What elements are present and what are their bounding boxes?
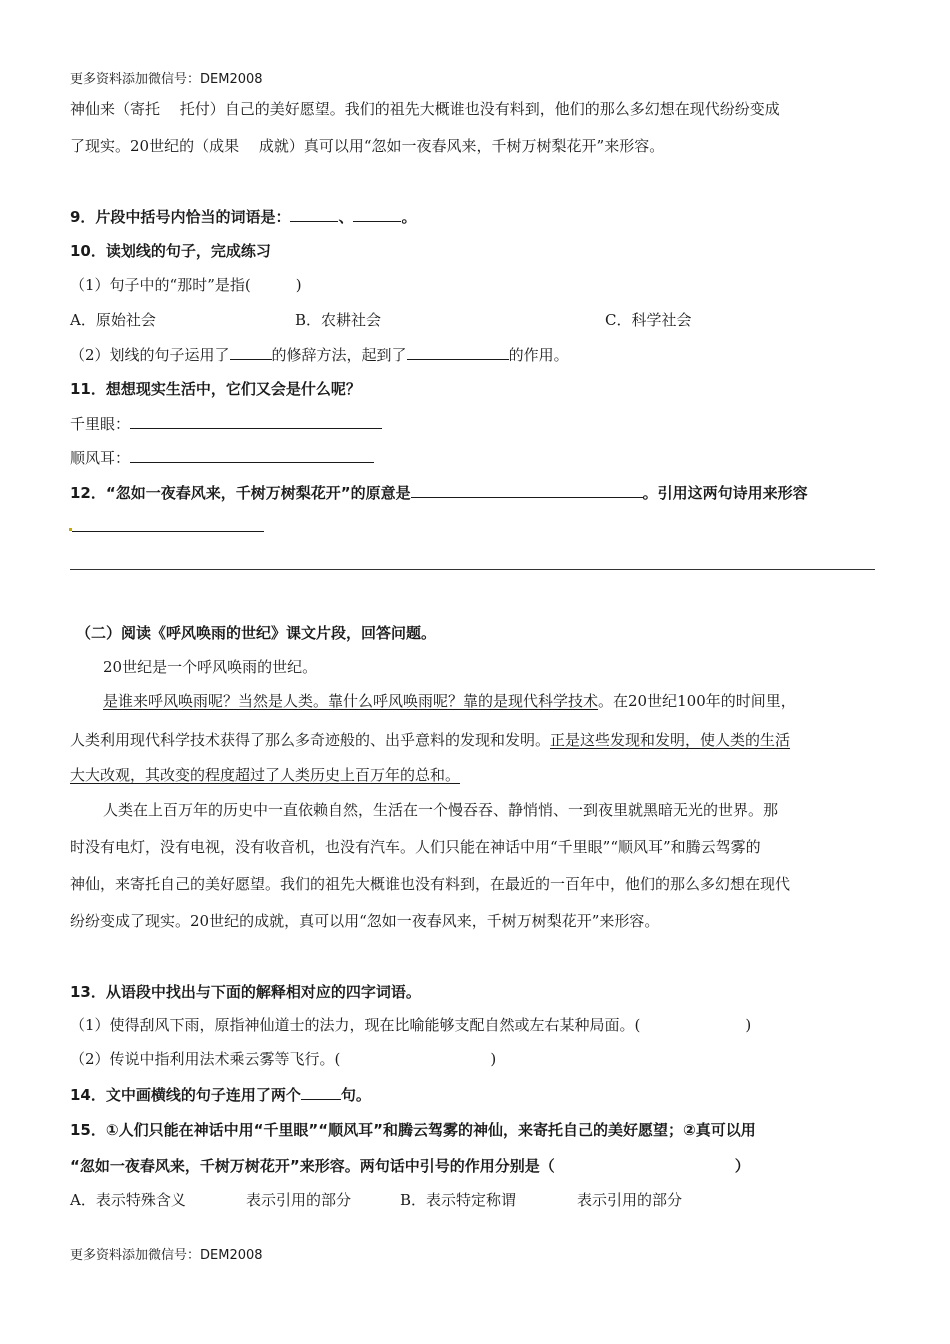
q10-option-a[interactable]: A．原始社会 (70, 311, 156, 329)
question-9 (70, 206, 416, 227)
q12-post: 。引用这两句诗用来形容 (642, 484, 808, 502)
section-2-paragraph-3-line-1: 人类在上百万年的历史中一直依赖自然，生活在一个慢吞吞、静悄悄、一到夜里就黑暗无光的世界。那 (103, 801, 779, 819)
q15-option-b[interactable]: B．表示特定称谓 (400, 1191, 517, 1209)
question-10-sub2 (70, 344, 569, 365)
q14-post: 句。 (340, 1086, 371, 1104)
question-10-sub1: （1）句子中的“那时”是指( ) (70, 276, 302, 294)
section-divider (70, 569, 875, 570)
q11-row-1 (70, 413, 382, 434)
q9-sep: 、 (338, 208, 354, 226)
section-2-paragraph-3-line-3: 神仙，来寄托自己的美好愿望。我们的祖先大概谁也没有料到，在最近的一百年中，他们的那么多幻想在现代 (70, 875, 791, 893)
passage-line: 神仙来（寄托 托付）自己的美好愿望。我们的祖先大概谁也没有料到，他们的那么多幻想在现代纷纷变成 (70, 100, 780, 118)
section-2-heading: （二）阅读《呼风唤雨的世纪》课文片段，回答问题。 (76, 624, 437, 642)
question-14 (70, 1084, 371, 1105)
text-run: 人类利用现代科学技术获得了那么多奇迹般的、出乎意料的发现和发明。 (70, 731, 551, 749)
q10-sub2-post: 的作用。 (508, 346, 569, 364)
q15-option-a[interactable]: A．表示特殊含义 (70, 1191, 186, 1209)
q15-option-a-part-2: 表示引用的部分 (246, 1191, 352, 1209)
question-13-title: 13．从语段中找出与下面的解释相对应的四字词语。 (70, 983, 421, 1001)
question-15-line-1: 15．①人们只能在神话中用“千里眼”“顺风耳”和腾云驾雾的神仙，来寄托自己的美好愿望；②真可以用 (70, 1121, 756, 1139)
text-run: 。在20世纪100年的时间里， (598, 692, 796, 710)
q9-blank-2[interactable] (353, 206, 401, 222)
q10-option-c[interactable]: C．科学社会 (605, 311, 692, 329)
q9-blank-1[interactable] (290, 206, 338, 222)
q10-blank-1[interactable] (230, 344, 272, 360)
q10-sub2-pre: （2）划线的句子运用了 (70, 346, 230, 364)
section-2-paragraph-3-line-2: 时没有电灯，没有电视，没有收音机，也没有汽车。人们只能在神话中用“千里眼”“顺风耳”和腾云驾雾的 (70, 838, 761, 856)
section-2-paragraph-3-line-4: 纷纷变成了现实。20世纪的成就，真可以用“忽如一夜春风来，千树万树梨花开”来形容。 (70, 912, 660, 930)
question-13-sub2: （2）传说中指利用法术乘云雾等飞行。( ) (70, 1050, 497, 1068)
question-12 (70, 482, 808, 503)
q15-option-b-part-2: 表示引用的部分 (577, 1191, 683, 1209)
question-13-sub1: （1）使得刮风下雨，原指神仙道士的法力，现在比喻能够支配自然或左右某种局面。( ) (70, 1016, 752, 1034)
section-2-paragraph-2-line-1 (103, 691, 796, 711)
underlined-sentence: 正是这些发现和发明，使人类的生活 (550, 731, 791, 749)
question-15-line-2: “忽如一夜春风来，千树万树花开”来形容。两句话中引号的作用分别是（ ） (70, 1157, 750, 1175)
footer-wechat: 更多资料添加微信号：DEM2008 (70, 1248, 263, 1263)
question-11-title: 11．想想现实生活中，它们又会是什么呢？ (70, 380, 361, 398)
q10-blank-2[interactable] (407, 344, 509, 360)
q12-blank-2[interactable] (72, 516, 264, 532)
section-2-paragraph-2-line-2 (70, 730, 790, 750)
q11-label-1: 千里眼： (70, 415, 131, 433)
section-2-paragraph-1: 20世纪是一个呼风唤雨的世纪。 (103, 658, 318, 676)
q9-end: 。 (401, 208, 417, 226)
q11-label-2: 顺风耳： (70, 449, 131, 467)
q11-blank-1[interactable] (130, 413, 382, 429)
q11-row-2 (70, 447, 374, 468)
q12-row-2 (72, 516, 264, 537)
section-2-paragraph-2-line-3 (70, 765, 460, 785)
underlined-sentence: 是谁来呼风唤雨呢？当然是人类。靠什么呼风唤雨呢？靠的是现代科学技术 (103, 692, 599, 710)
q10-sub2-mid: 的修辞方法，起到了 (271, 346, 407, 364)
underlined-sentence: 大大改观，其改变的程度超过了人类历史上百万年的总和。 (70, 766, 461, 784)
question-10-title: 10．读划线的句子，完成练习 (70, 242, 271, 260)
q11-blank-2[interactable] (130, 447, 374, 463)
q12-pre: 12．“忽如一夜春风来，千树万树梨花开”的原意是 (70, 484, 411, 502)
q10-option-b[interactable]: B．农耕社会 (295, 311, 382, 329)
q12-blank-1[interactable] (411, 482, 643, 498)
q9-text: 9．片段中括号内恰当的词语是： (70, 208, 291, 226)
passage-line: 了现实。20世纪的（成果 成就）真可以用“忽如一夜春风来，千树万树梨花开”来形容。 (70, 137, 665, 155)
header-wechat: 更多资料添加微信号：DEM2008 (70, 72, 263, 87)
q14-pre: 14．文中画横线的句子连用了两个 (70, 1086, 301, 1104)
q14-blank[interactable] (301, 1084, 341, 1100)
